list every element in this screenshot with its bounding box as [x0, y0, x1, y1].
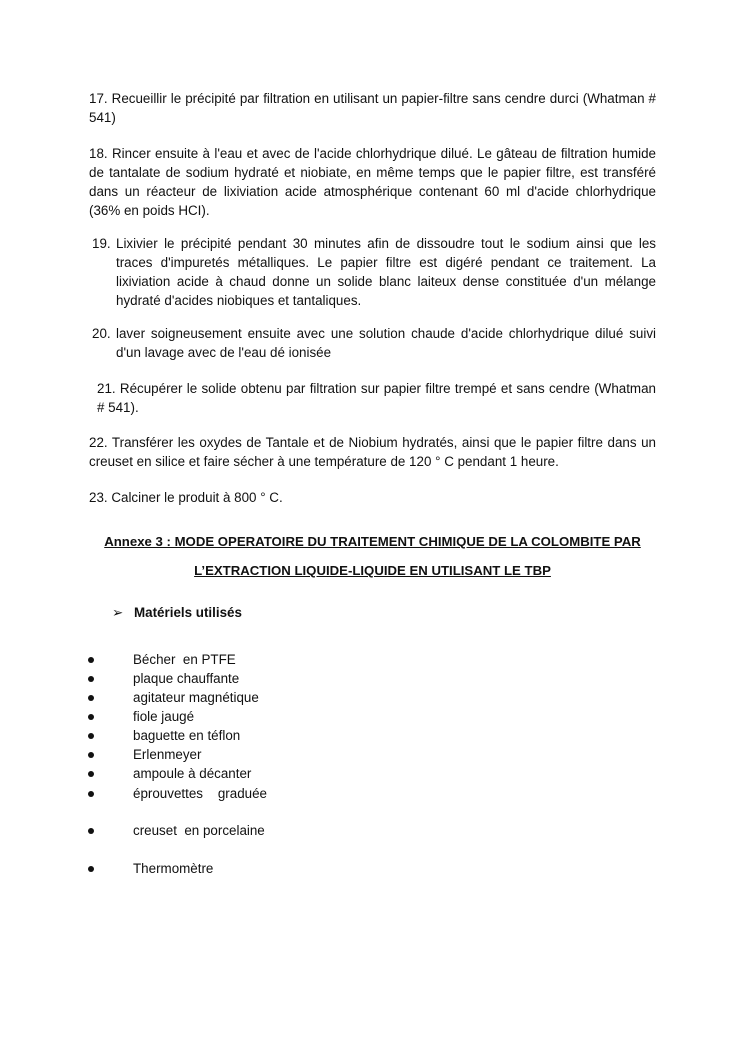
step-20-number: 20.	[92, 326, 111, 341]
materials-subheading-text: Matériels utilisés	[134, 605, 242, 620]
step-19	[92, 234, 656, 310]
bullet-icon	[88, 828, 94, 834]
step-21: 21. Récupérer le solide obtenu par filtration sur papier filtre trempé et sans cendre (Whatman # 541).	[97, 381, 656, 415]
document-page: 17. Recueillir le précipité par filtration en utilisant un papier-filtre sans cendre durci (Whatman # 541) 18. Rincer ensuite à l'eau et avec de l'acide chlorhydrique dilué. Le gâteau de filtration humide de tantalate de sodium hydraté et niobiate, en même temps que le papier filtre, est transféré dans un réacteur de lixiviation acide atmosphérique contenant 60 ml d'acide chlorhydrique (36% en poids HCI). 19. Lixivier le précipité pendant 30 minutes afin de dissoudre tout le sodium ainsi que les traces d'impuretés métalliques. Le papier filtre est digéré pendant ce traitement. La lixiviation acide à chaud donne un solide blanc laiteux dense constituée d'un mélange hydraté d'acides niobiques et tantaliques. 20. laver soigneusement ensuite avec une solution chaude d'acide chlorhydrique dilué suivi d'un lavage avec de l'eau dé ionisée 21. Récupérer le solide obtenu par filtration sur papier filtre trempé et sans cendre (Whatman # 541). 22. Transférer les oxydes de Tantale et de Niobium hydratés, ainsi que le papier filtre dans un creuset en silice et faire sécher à une température de 120 ° C pendant 1 heure. 23. Calciner le produit à 800 ° C. Annexe 3 : MODE OPERATOIRE DU TRAITEMENT CHIMIQUE DE LA COLOMBITE PAR L’EXTRACTION LIQUIDE-LIQUIDE EN UTILISANT LE TBP ➢ Matériels utilisés Bécher en PTFE plaque chauffante agitateur magnétique fiole jaugé baguette en téflon Erlenmeyer ampoule à décanter éprouvettes graduée creuset en porcelaine Thermomètre	[89, 91, 656, 876]
bullet-icon	[88, 714, 94, 720]
bullet-icon	[88, 733, 94, 739]
materials-subheading	[112, 603, 242, 622]
bullet-icon	[88, 771, 94, 777]
bullet-icon	[88, 695, 94, 701]
annexe-title-line-2: L’EXTRACTION LIQUIDE-LIQUIDE EN UTILISANT LE TBP	[194, 563, 551, 578]
bullet-icon	[88, 866, 94, 872]
bullet-icon	[88, 676, 94, 682]
arrow-bullet-icon: ➢	[112, 605, 124, 620]
step-19-text: Lixivier le précipité pendant 30 minutes afin de dissoudre tout le sodium ainsi que les traces d'impuretés métalliques. Le papier filtre est digéré pendant ce traitement. La lixiviation acide à chaud donne un solide blanc laiteux dense constituée d'un mélange hydraté d'acides niobiques et tantaliques.	[116, 236, 656, 308]
step-19-number: 19.	[92, 236, 111, 251]
step-17: 17. Recueillir le précipité par filtration en utilisant un papier-filtre sans cendre durci (Whatman # 541)	[89, 91, 656, 125]
annexe-title-line-1: Annexe 3 : MODE OPERATOIRE DU TRAITEMENT CHIMIQUE DE LA COLOMBITE PAR	[104, 534, 641, 549]
step-23: 23. Calciner le produit à 800 ° C.	[89, 490, 283, 505]
step-20-text: laver soigneusement ensuite avec une solution chaude d'acide chlorhydrique dilué suivi d'un lavage avec de l'eau dé ionisée	[116, 326, 656, 360]
bullet-icon	[88, 657, 94, 663]
step-20	[92, 324, 656, 362]
step-18: 18. Rincer ensuite à l'eau et avec de l'acide chlorhydrique dilué. Le gâteau de filtration humide de tantalate de sodium hydraté et niobiate, en même temps que le papier filtre, est transféré dans un réacteur de lixiviation acide atmosphérique contenant 60 ml d'acide chlorhydrique (36% en poids HCI).	[89, 146, 656, 218]
bullet-icon	[88, 791, 94, 797]
bullet-icon	[88, 752, 94, 758]
step-22: 22. Transférer les oxydes de Tantale et de Niobium hydratés, ainsi que le papier filtre dans un creuset en silice et faire sécher à une température de 120 ° C pendant 1 heure.	[89, 435, 656, 469]
